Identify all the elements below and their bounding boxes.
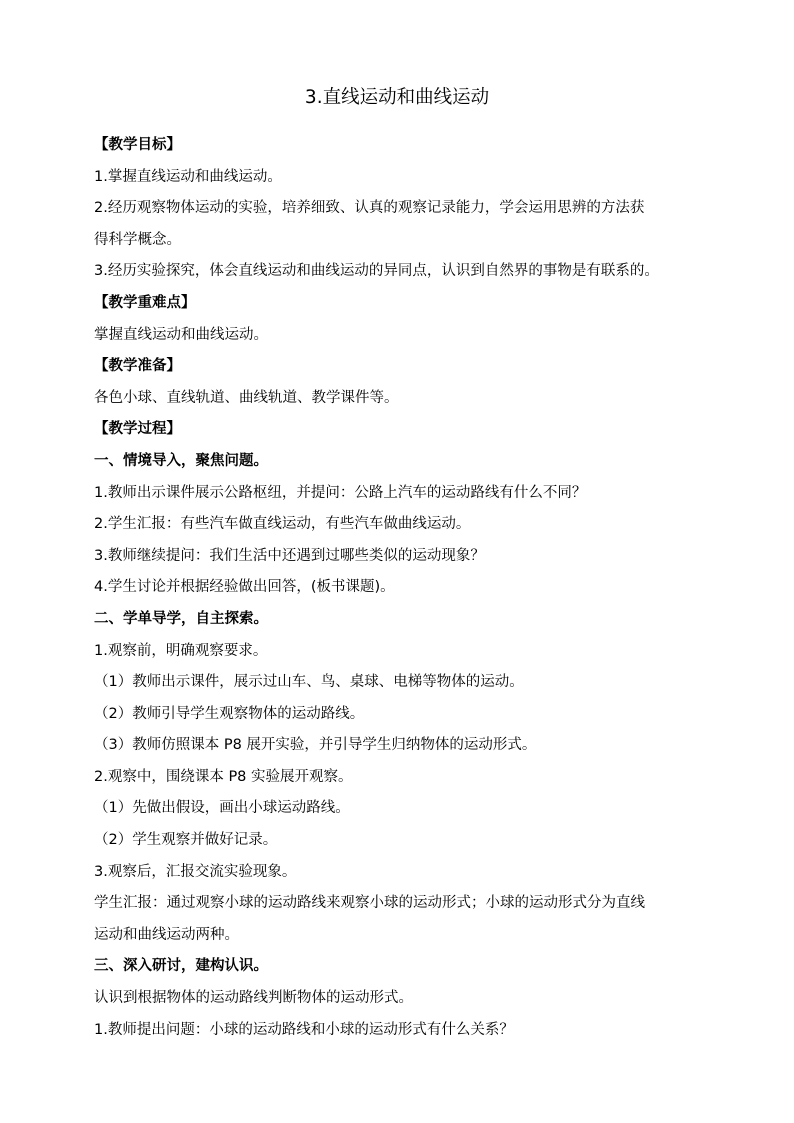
paragraph-line: 3.观察后，汇报交流实验现象。 (94, 863, 297, 880)
paragraph-line: 1.掌握直线运动和曲线运动。 (94, 168, 282, 185)
paragraph-line: （2）学生观察并做好记录。 (94, 832, 278, 849)
section-heading: 【教学重难点】 (94, 294, 196, 311)
paragraph-line: 2.经历观察物体运动的实验，培养细致、认真的观察记录能力，学会运用思辨的方法获 (94, 200, 645, 217)
paragraph-line: 3.教师继续提问：我们生活中还遇到过哪些类似的运动现象？ (94, 547, 485, 564)
paragraph-line: （1）先做出假设，画出小球运动路线。 (94, 800, 350, 817)
section-heading: 二、学单导学，自主探索。 (94, 610, 268, 627)
paragraph-line: （3）教师仿照课本 P8 展开实验，并引导学生归纳物体的运动形式。 (94, 737, 537, 754)
paragraph-line: （1）教师出示课件，展示过山车、鸟、桌球、电梯等物体的运动。 (94, 674, 524, 691)
section-heading: 【教学过程】 (94, 421, 181, 438)
paragraph-line: 认识到根据物体的运动路线判断物体的运动形式。 (94, 990, 413, 1007)
document-title: 3.直线运动和曲线运动 (304, 87, 490, 108)
document-body (94, 130, 714, 1046)
paragraph-line: 3.经历实验探究，体会直线运动和曲线运动的异同点，认识到自然界的事物是有联系的。 (94, 263, 659, 280)
section-heading: 【教学准备】 (94, 358, 181, 375)
section-heading: 一、情境导入，聚焦问题。 (94, 452, 268, 469)
paragraph-line: 学生汇报：通过观察小球的运动路线来观察小球的运动形式；小球的运动形式分为直线 (94, 895, 645, 912)
paragraph-line: 1.观察前，明确观察要求。 (94, 642, 268, 659)
paragraph-line: 运动和曲线运动两种。 (94, 926, 239, 943)
section-heading: 三、深入研讨，建构认识。 (94, 958, 268, 975)
paragraph-line: （2）教师引导学生观察物体的运动路线。 (94, 705, 365, 722)
paragraph-line: 得科学概念。 (94, 231, 181, 248)
paragraph-line: 各色小球、直线轨道、曲线轨道、教学课件等。 (94, 389, 399, 406)
section-heading: 【教学目标】 (94, 137, 181, 153)
paragraph-line: 1.教师提出问题：小球的运动路线和小球的运动形式有什么关系？ (94, 1021, 514, 1038)
paragraph-line: 2.学生汇报：有些汽车做直线运动，有些汽车做曲线运动。 (94, 516, 471, 533)
paragraph-line: 2.观察中，围绕课本 P8 实验展开观察。 (94, 768, 353, 785)
paragraph-line: 4.学生讨论并根据经验做出回答，(板书课题)。 (94, 579, 395, 596)
paragraph-line: 掌握直线运动和曲线运动。 (94, 326, 268, 343)
paragraph-line: 1.教师出示课件展示公路枢纽，并提问：公路上汽车的运动路线有什么不同？ (94, 484, 587, 501)
